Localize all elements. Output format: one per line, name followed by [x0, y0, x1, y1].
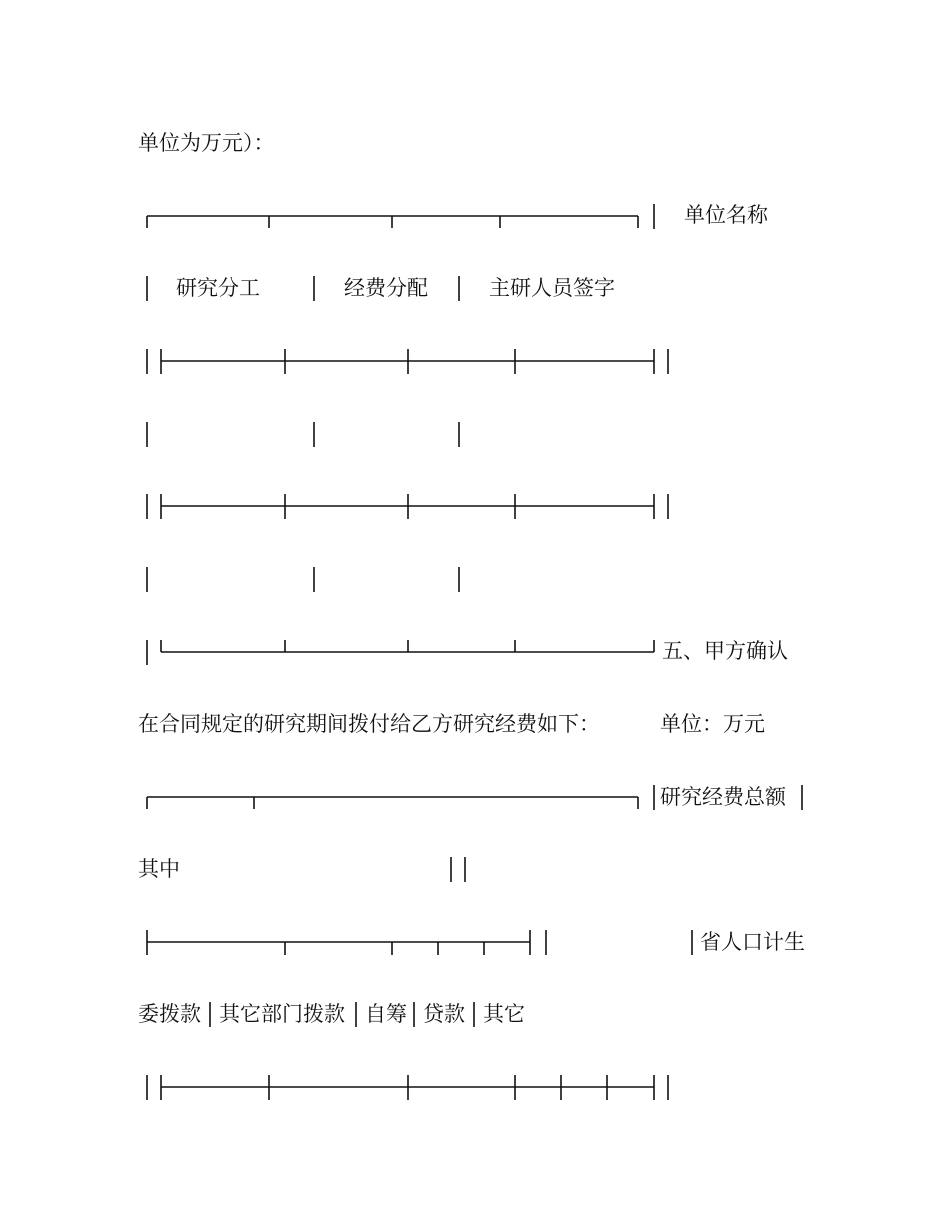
funding-intro: 在合同规定的研究期间拨付给乙方研究经费如下： — [138, 712, 600, 736]
col-research-division: 研究分工 — [176, 276, 260, 300]
col-funding-allocation: 经费分配 — [344, 276, 428, 300]
col-signature: 主研人员签字 — [489, 276, 615, 300]
total-funding-label: 研究经费总额 — [660, 785, 786, 809]
source-other-dept: 其它部门拨款 — [219, 1002, 345, 1026]
unit-name-label: 单位名称 — [684, 203, 768, 227]
among-label: 其中 — [138, 857, 180, 881]
source-other: 其它 — [483, 1002, 525, 1026]
unit-label: 单位：万元 — [660, 712, 765, 736]
source-loan: 贷款 — [423, 1002, 465, 1026]
source-self: 自筹 — [365, 1002, 407, 1026]
provincial-label: 省人口计生 — [700, 930, 805, 954]
section-5-heading: 五、甲方确认 — [662, 639, 788, 663]
source-committee: 委拨款 — [138, 1002, 201, 1026]
unit-note: 单位为万元）： — [138, 131, 275, 155]
